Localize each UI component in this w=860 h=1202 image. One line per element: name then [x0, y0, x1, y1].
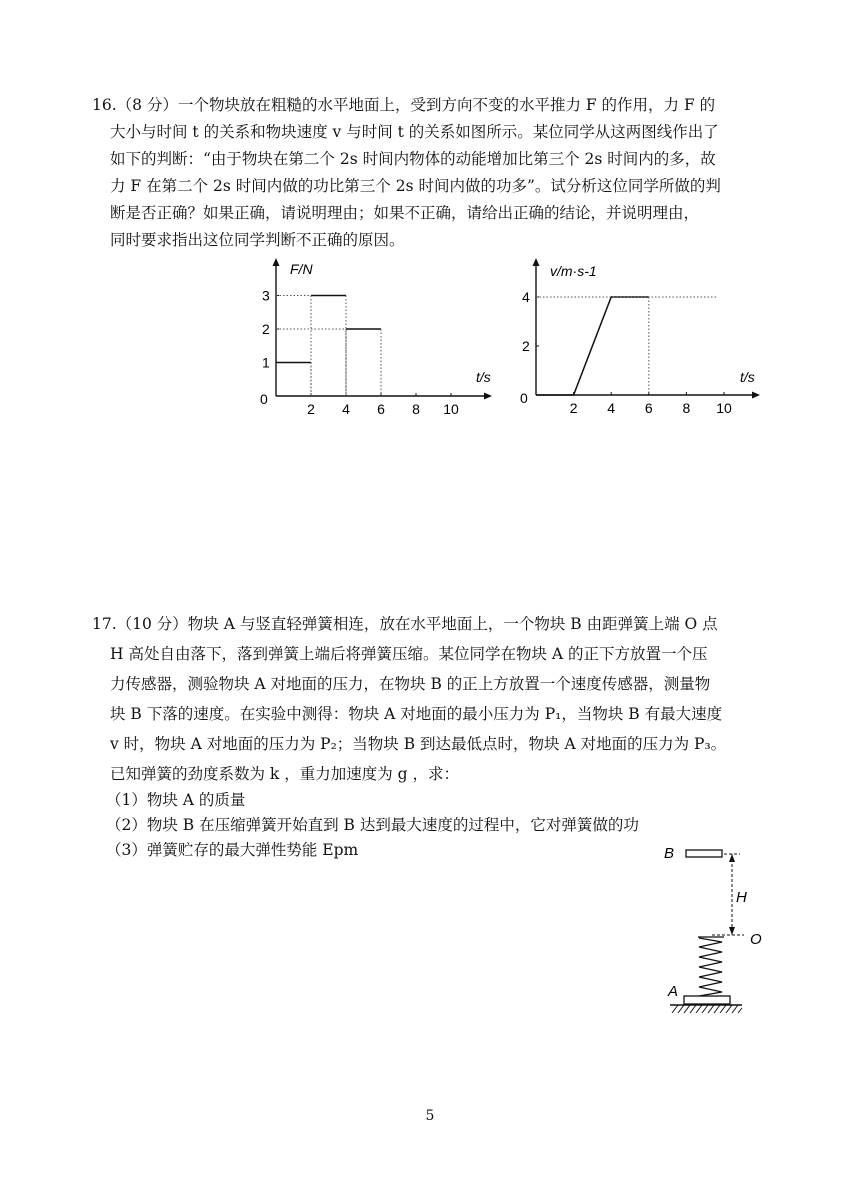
velocity-time-chart — [512, 252, 772, 424]
ground-hatching — [672, 1005, 742, 1013]
q17-line-2: H 高处自由落下，落到弹簧上端后将弹簧压缩。某位同学在物块 A 的正下方放置一个压 — [110, 645, 708, 663]
y-axis-arrow-icon — [533, 258, 540, 266]
origin-label: 0 — [260, 391, 268, 407]
arrow-down-icon — [729, 927, 735, 935]
x-tick-label: 2 — [307, 401, 315, 417]
x-tick-label: 6 — [377, 401, 385, 417]
force-time-chart — [248, 252, 498, 424]
y-tick-label: 1 — [262, 354, 270, 371]
x-tick-label: 2 — [569, 400, 578, 416]
label-O: O — [750, 931, 762, 948]
x-tick-label: 10 — [716, 400, 732, 416]
y-axis-arrow-icon — [273, 258, 280, 266]
x-tick-label: 4 — [607, 400, 616, 416]
spring-figure — [654, 838, 764, 1028]
x-axis-label: t/s — [740, 369, 755, 385]
x-axis-arrow-icon — [752, 392, 760, 399]
x-tick-label: 6 — [644, 400, 653, 416]
q16-line-3: 如下的判断：“由于物块在第二个 2s 时间内物体的动能增加比第三个 2s 时间内的多，故 — [110, 150, 716, 168]
label-B: B — [664, 845, 675, 862]
label-A: A — [668, 983, 679, 1000]
q16-line-2: 大小与时间 t 的关系和物块速度 v 与时间 t 的关系如图所示。某位同学从这两图线作出了 — [110, 123, 719, 141]
q16-line-6: 同时要求指出这位同学判断不正确的原因。 — [110, 231, 405, 249]
spring — [699, 938, 722, 996]
q17-line-4: 块 B 下落的速度。在实验中测得：物块 A 对地面的最小压力为 P₁，当物块 B 有最大速度 — [110, 705, 723, 723]
arrow-up-icon — [729, 854, 735, 862]
q17-item-1: （1）物块 A 的质量 — [106, 791, 246, 809]
x-axis-arrow-icon — [484, 393, 492, 400]
q17-line-1: 17.（10 分）物块 A 与竖直轻弹簧相连，放在水平地面上，一个物块 B 由距弹簧上端 O 点 — [92, 615, 718, 633]
page-number: 5 — [425, 1108, 435, 1124]
y-tick-label: 2 — [522, 338, 530, 354]
y-tick-label: 3 — [262, 287, 270, 304]
x-tick-label: 8 — [682, 400, 691, 416]
q16-line-5: 断是否正确？如果正确，请说明理由；如果不正确，请给出正确的结论，并说明理由， — [110, 204, 700, 222]
q17-line-5: v 时，物块 A 对地面的压力为 P₂；当物块 B 到达最低点时，物块 A 对地面的压力为 P₃。 — [110, 735, 727, 753]
y-axis-label: v/m·s-1 — [550, 263, 597, 279]
y-axis-label: F/N — [290, 261, 313, 277]
block-A — [684, 996, 730, 1004]
x-tick-label: 10 — [443, 401, 459, 417]
x-tick-label: 4 — [342, 401, 350, 417]
q17-item-2: （2）物块 B 在压缩弹簧开始直到 B 达到最大速度的过程中，它对弹簧做的功 — [106, 816, 639, 834]
q16-line-1: 16.（8 分）一个物块放在粗糙的水平地面上，受到方向不变的水平推力 F 的作用，力 F 的 — [92, 96, 716, 114]
q17-item-3: （3）弹簧贮存的最大弹性势能 Epm — [106, 841, 359, 859]
label-H: H — [736, 889, 747, 906]
velocity-line — [536, 297, 649, 395]
block-B — [686, 850, 722, 857]
x-tick-label: 8 — [412, 401, 420, 417]
x-axis-label: t/s — [476, 369, 491, 385]
y-tick-label: 4 — [522, 289, 530, 305]
y-tick-label: 2 — [262, 321, 270, 337]
origin-label: 0 — [520, 390, 528, 406]
q16-line-4: 力 F 在第二个 2s 时间内做的功比第三个 2s 时间内做的功多”。试分析这位同学所做的判 — [110, 177, 721, 195]
q17-line-6: 已知弹簧的劲度系数为 k ，重力加速度为 g ，求： — [110, 765, 460, 783]
q17-line-3: 力传感器，测验物块 A 对地面的压力，在物块 B 的正上方放置一个速度传感器，测量物 — [110, 675, 711, 693]
